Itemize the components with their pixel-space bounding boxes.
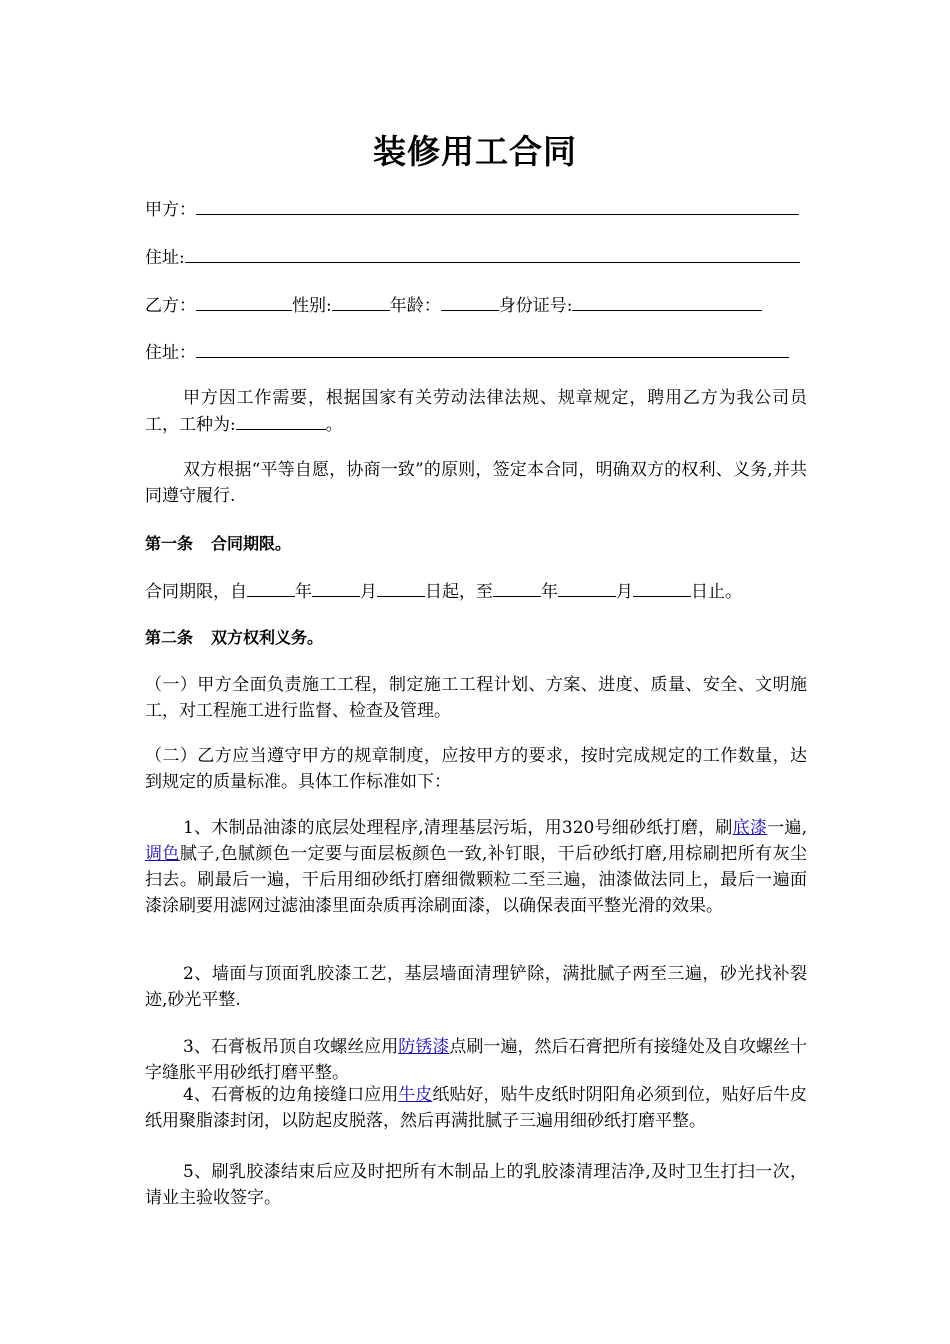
age-label: 年龄： (389, 296, 441, 316)
end-year-label: 年 (541, 582, 558, 602)
intro-paragraph-1 (145, 385, 807, 438)
link-primer[interactable]: 底漆 (732, 818, 768, 838)
standard-5: 5、刷乳胶漆结束后应及时把所有木制品上的乳胶漆清理洁净,及时卫生打扫一次，请业主验收签字。 (145, 1162, 807, 1208)
page-title: 装修用工合同 (373, 132, 577, 171)
article-1-number: 第一条 (145, 534, 194, 553)
contract-term-line (145, 578, 742, 605)
address-b-label: 住址： (145, 343, 196, 363)
standard-1 (145, 815, 807, 919)
address-a-line (145, 244, 800, 271)
party-b-name-blank (196, 292, 292, 311)
start-year-label: 年 (295, 582, 312, 602)
link-antirust-paint[interactable]: 防锈漆 (398, 1037, 450, 1057)
id-number-blank (572, 292, 762, 311)
gender-blank (332, 292, 390, 311)
start-day-blank (377, 578, 425, 597)
link-kraft-paper[interactable]: 牛皮 (398, 1085, 433, 1105)
standard-2: 2、墙面与顶面乳胶漆工艺，基层墙面清理铲除，满批腻子两至三遍，砂光找补裂迹,砂光平整. (145, 964, 807, 1010)
end-day-blank (633, 578, 691, 597)
standard-3-text-a: 3、石膏板吊顶自攻螺丝应用 (183, 1037, 399, 1057)
job-type-blank (236, 411, 326, 430)
end-year-blank (493, 578, 541, 597)
age-blank (441, 292, 499, 311)
address-a-label: 住址: (145, 248, 185, 268)
start-month-blank (312, 578, 360, 597)
intro-p1-text: 甲方因工作需要，根据国家有关劳动法律法规、规章规定，聘用乙方为我公司员工，工种为: (145, 388, 807, 435)
standard-4-text-a: 4、石膏板的边角接缝口应用 (183, 1085, 399, 1105)
article-2-number: 第二条 (145, 628, 194, 647)
address-b-blank (196, 339, 789, 358)
address-a-blank (185, 244, 800, 263)
end-day-label: 日止。 (691, 582, 742, 602)
end-month-blank (558, 578, 616, 597)
term-from-label: 合同期限，自 (145, 582, 247, 602)
end-month-label: 月 (616, 582, 633, 602)
article-2-item-1: （一）甲方全面负责施工工程，制定施工工程计划、方案、进度、质量、安全、文明施工，对工程施工进行监督、检查及管理。 (145, 675, 807, 721)
party-b-line (145, 292, 762, 319)
article-1-title: 合同期限。 (211, 534, 292, 553)
intro-paragraph-2: 双方根据“平等自愿，协商一致”的原则，签定本合同，明确双方的权利、义务,并共同遵守履行. (145, 460, 807, 506)
address-b-line (145, 339, 789, 366)
standard-1-text-b: 一遍, (767, 818, 808, 838)
article-2-item-2: （二）乙方应当遵守甲方的规章制度，应按甲方的要求，按时完成规定的工作数量，达到规定的质量标准。具体工作标准如下： (145, 746, 807, 792)
start-month-label: 月 (360, 582, 377, 602)
intro-p1-end: 。 (325, 415, 343, 435)
party-b-label: 乙方： (145, 296, 196, 316)
link-toning[interactable]: 调色 (145, 844, 180, 864)
gender-label: 性别: (292, 296, 332, 316)
standard-1-text-a: 1、木制品油漆的底层处理程序,清理基层污垢，用320号细砂纸打磨，刷 (183, 818, 733, 838)
standard-1-text-c: 腻子,色腻颜色一定要与面层板颜色一致,补钉眼，干后砂纸打磨,用棕刷把所有灰尘扫去。刷最后一遍，干后用细砂纸打磨细微颗粒二至三遍，油漆做法同上，最后一遍面漆涂刷要用滤网过滤油漆里面杂质再涂刷面漆，以确保表面平整光滑的效果。 (145, 844, 808, 916)
article-2-title: 双方权利义务。 (211, 628, 324, 647)
standard-3-text-b: 点刷一遍，然后石膏把所有接缝处及自攻螺丝十字缝胀平用砂纸打磨平整。 (145, 1037, 808, 1083)
party-a-line (145, 196, 799, 223)
id-number-label: 身份证号: (498, 296, 573, 316)
standard-4-text-b: 纸贴好，贴牛皮纸时阴阳角必须到位，贴好后牛皮纸用聚脂漆封闭，以防起皮脱落，然后再满批腻子三遍用细砂纸打磨平整。 (145, 1085, 808, 1131)
standard-4 (145, 1082, 807, 1134)
start-year-blank (247, 578, 295, 597)
party-a-label: 甲方： (145, 200, 196, 220)
standard-3 (145, 1034, 807, 1086)
article-2-heading (145, 625, 323, 651)
article-1-heading (145, 531, 291, 557)
party-a-blank (196, 196, 799, 215)
start-day-label: 日起，至 (425, 582, 493, 602)
